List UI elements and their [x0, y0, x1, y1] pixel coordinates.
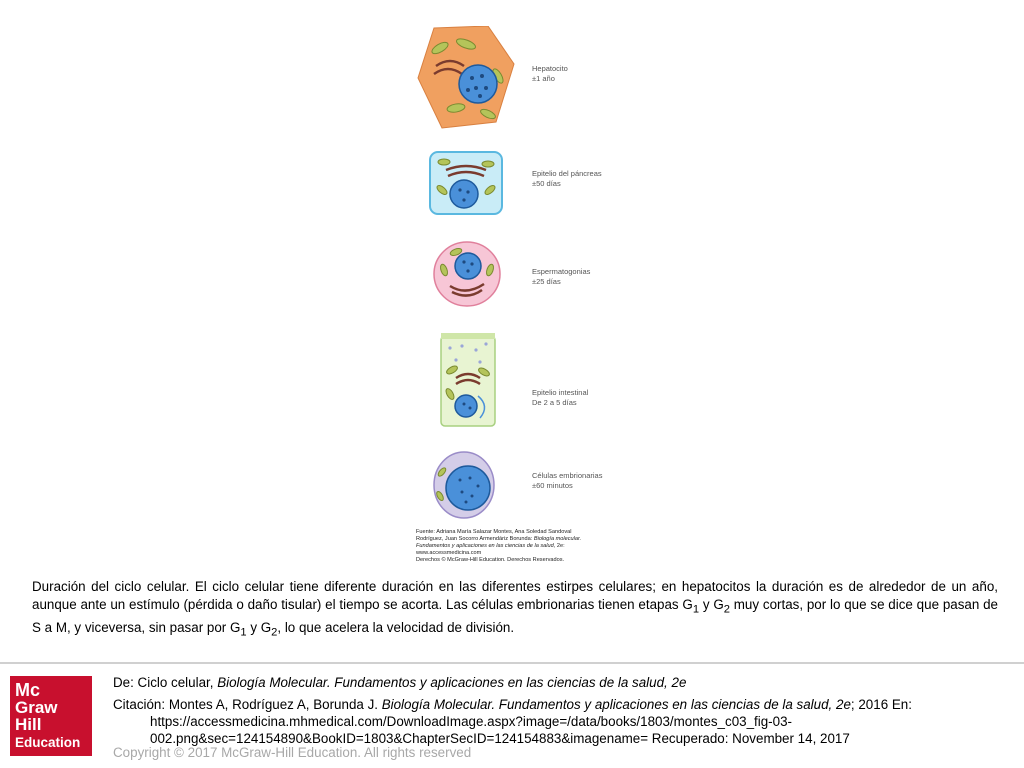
- cell-duration: ±1 año: [532, 74, 555, 83]
- cell-name: Hepatocito: [532, 64, 568, 73]
- cell-label-hepatocyte: [532, 64, 568, 84]
- source-line-4: www.accessmedicina.com: [416, 550, 482, 556]
- citation-block: [113, 674, 993, 747]
- cell-duration: De 2 a 5 días: [532, 398, 577, 407]
- source-line-3: Fundamentos y aplicaciones en las ciencias de la salud, 2e:: [416, 543, 565, 549]
- cell-label-intestine: [532, 388, 588, 408]
- source-line-5: Derechos © McGraw-Hill Education. Derechos Reservados.: [416, 557, 565, 563]
- cell-duration: ±25 días: [532, 277, 561, 286]
- cell-cycle-figure: [400, 20, 640, 568]
- citation-line: Citación: Montes A, Rodríguez A, Borunda J. Biología Molecular. Fundamentos y aplicaciones en las ciencias de la salud, 2e; 2016 En:: [113, 697, 912, 712]
- citation-url[interactable]: https://accessmedicina.mhmedical.com/DownloadImage.aspx?image=/data/books/1803/montes_c03_fig-03-: [150, 714, 792, 729]
- cell-name: Espermatogonias: [532, 267, 591, 276]
- citation-url-continued[interactable]: 002.png&sec=124154890&BookID=1803&ChapterSecID=124154883&imagename= Recuperado: November 14, 2017: [150, 731, 850, 746]
- cell-label-embryonic: [532, 471, 602, 491]
- from-line: De: Ciclo celular, Biología Molecular. Fundamentos y aplicaciones en las ciencias de la salud, 2e: [113, 675, 687, 690]
- hepatocyte-illustration: [416, 26, 516, 130]
- cell-label-pancreas: [532, 169, 602, 189]
- cell-name: Células embrionarias: [532, 471, 603, 480]
- cell-duration: ±60 minutos: [532, 481, 573, 490]
- mcgraw-hill-logo: Mc Graw Hill Education: [10, 676, 92, 756]
- cell-label-spermatogonia: [532, 267, 590, 287]
- pancreas-epithelium-illustration: [428, 150, 504, 216]
- figure-caption: Duración del ciclo celular. El ciclo celular tiene diferente duración en las diferentes estirpes celulares; en hepatocitos la duración es de alrededor de un año, aunque ante un estímulo (pérdida o daño tisular) el tiempo se acorta. Las células embrionarias tienen etapas $G_1$ y $G_2$ muy cortas, por lo que se dice que pasan de S a M, y viceversa, sin pasar por $G_1$ y $G_2$, lo que acelera la velocidad de división.: [32, 579, 998, 639]
- cell-name: Epitelio intestinal: [532, 388, 589, 397]
- figure-source-note: [416, 529, 616, 564]
- copyright-notice: Copyright © 2017 McGraw-Hill Education. All rights reserved: [113, 745, 472, 760]
- cell-duration: ±50 días: [532, 179, 561, 188]
- source-line-1: Fuente: Adriana María Salazar Montes, Ana Soledad Sandoval: [416, 529, 572, 535]
- intestinal-epithelium-illustration: [440, 332, 496, 428]
- embryonic-cell-illustration: [432, 450, 496, 520]
- footer-divider: [0, 662, 1024, 664]
- cell-name: Epitelio del páncreas: [532, 169, 602, 178]
- spermatogonia-illustration: [432, 240, 502, 308]
- source-line-2: Rodríguez, Juan Socorro Armendáriz Borunda: Biología molecular.: [416, 536, 582, 542]
